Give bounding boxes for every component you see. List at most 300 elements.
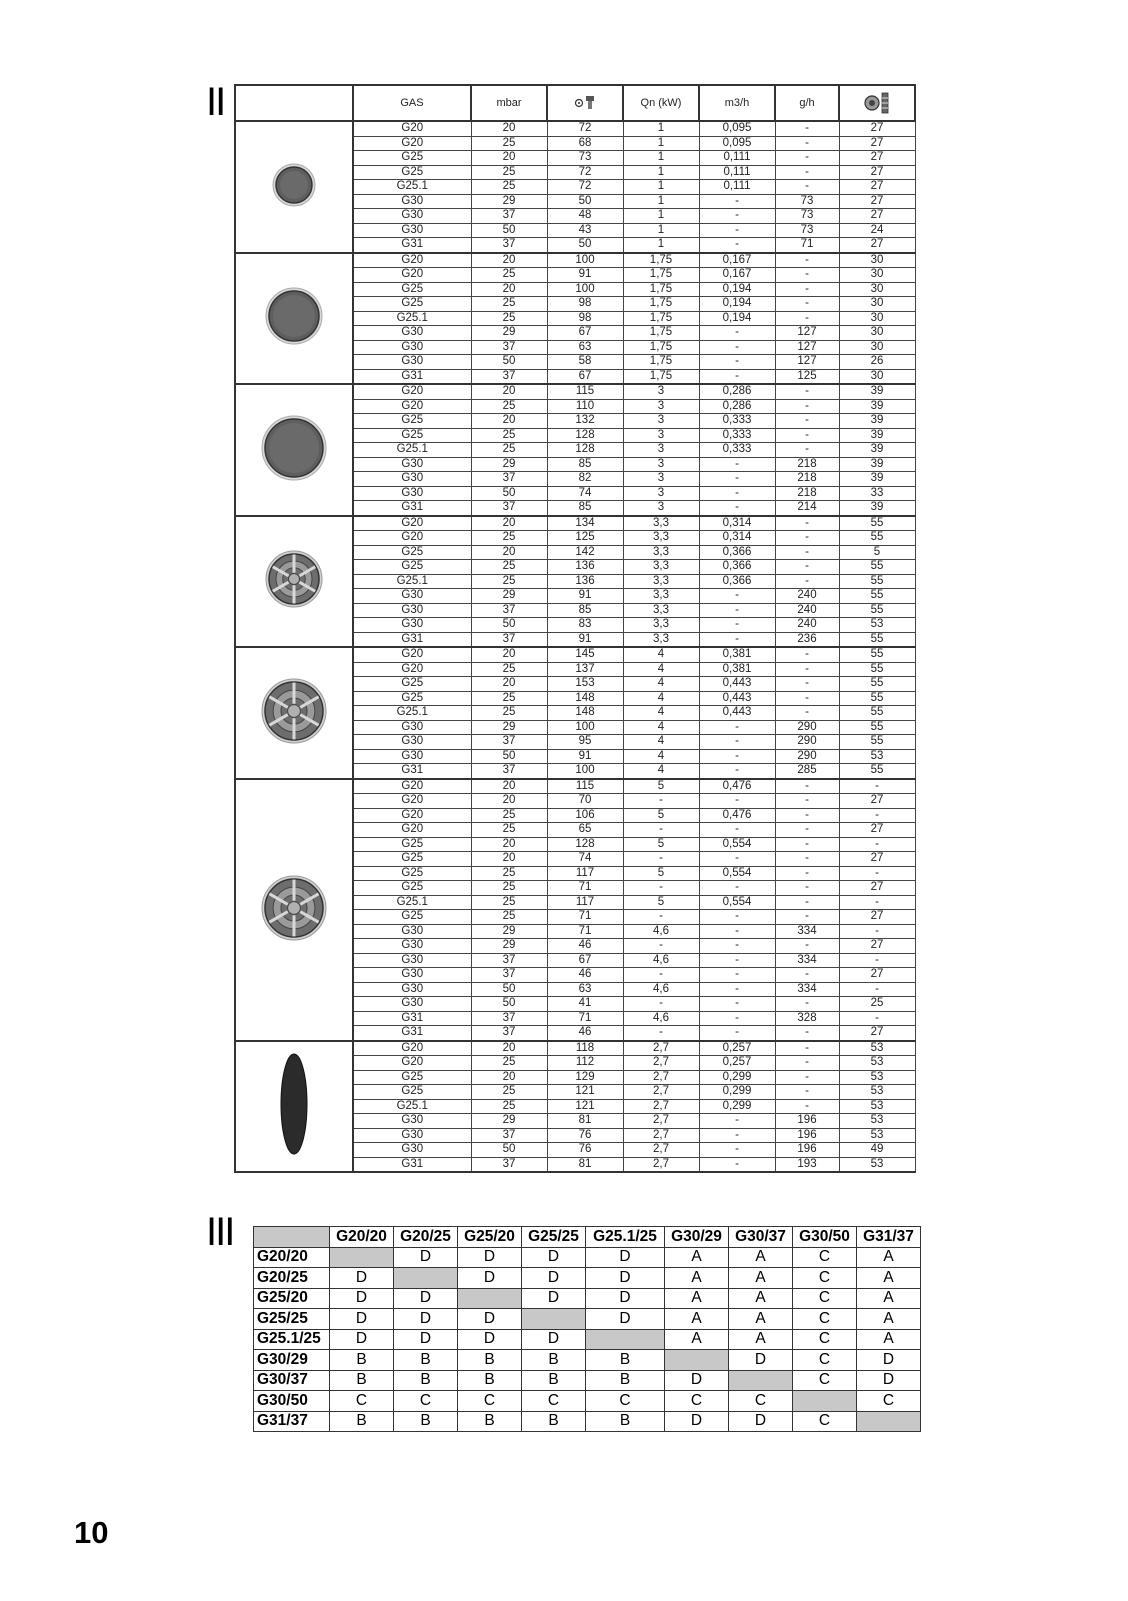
injector-cell: 129 [547, 1070, 623, 1085]
qn-cell: 1 [623, 180, 699, 195]
injector-cell: 128 [547, 428, 623, 443]
bypass-cell: 27 [839, 823, 915, 838]
m3h-cell: - [699, 472, 775, 487]
bypass-cell: 30 [839, 326, 915, 341]
gh-cell: - [775, 1026, 839, 1041]
gas-cell: G20 [353, 647, 471, 662]
injector-header [547, 85, 623, 121]
gas-cell: G30 [353, 1114, 471, 1129]
gas-cell: G25.1 [353, 895, 471, 910]
mbar-cell: 25 [471, 268, 547, 283]
mbar-cell: 25 [471, 910, 547, 925]
gh-cell: - [775, 968, 839, 983]
gh-cell: - [775, 647, 839, 662]
mbar-cell: 20 [471, 151, 547, 166]
conversion-cell: C [793, 1247, 857, 1268]
bypass-cell: 27 [839, 180, 915, 195]
table-header-row [235, 85, 915, 121]
conversion-cell [729, 1370, 793, 1391]
semi-rapid-burner-icon [254, 276, 334, 356]
conversion-cell: A [665, 1288, 729, 1309]
mbar-cell: 25 [471, 574, 547, 589]
qn-cell: 1,75 [623, 355, 699, 370]
qn-cell: 3 [623, 457, 699, 472]
conversion-cell: B [522, 1370, 586, 1391]
injector-cell: 65 [547, 823, 623, 838]
mbar-cell: 25 [471, 895, 547, 910]
gh-cell: 285 [775, 764, 839, 779]
injector-cell: 74 [547, 486, 623, 501]
mbar-cell: 25 [471, 399, 547, 414]
bypass-cell: 25 [839, 997, 915, 1012]
injector-cell: 98 [547, 297, 623, 312]
mbar-cell: 25 [471, 1085, 547, 1100]
injector-cell: 98 [547, 311, 623, 326]
mbar-cell: 20 [471, 282, 547, 297]
gh-cell: - [775, 939, 839, 954]
injector-cell: 50 [547, 238, 623, 253]
gas-cell: G30 [353, 618, 471, 633]
m3h-cell: 0,443 [699, 691, 775, 706]
conversion-cell [522, 1309, 586, 1330]
injector-cell: 74 [547, 852, 623, 867]
conversion-cell: D [586, 1268, 665, 1289]
gas-cell: G30 [353, 1128, 471, 1143]
bypass-cell: - [839, 866, 915, 881]
row-header: G20/20 [254, 1247, 330, 1268]
m3h-cell: 0,111 [699, 165, 775, 180]
mbar-cell: 37 [471, 968, 547, 983]
qn-cell: 1 [623, 238, 699, 253]
m3h-cell: 0,286 [699, 384, 775, 399]
m3h-cell: 0,194 [699, 297, 775, 312]
conversion-cell: D [330, 1288, 394, 1309]
injector-cell: 68 [547, 136, 623, 151]
gh-cell: 290 [775, 735, 839, 750]
column-header: G25.1/25 [586, 1227, 665, 1248]
mbar-cell: 37 [471, 501, 547, 516]
bypass-cell: - [839, 895, 915, 910]
mbar-cell: 29 [471, 720, 547, 735]
gh-cell: 328 [775, 1011, 839, 1026]
qn-cell: 2,7 [623, 1128, 699, 1143]
conversion-cell: D [586, 1288, 665, 1309]
qn-cell: 4 [623, 691, 699, 706]
gas-cell: G25 [353, 910, 471, 925]
gh-cell: 240 [775, 603, 839, 618]
m3h-cell: 0,314 [699, 516, 775, 531]
row-header: G31/37 [254, 1411, 330, 1432]
m3h-cell: - [699, 457, 775, 472]
qn-cell: 4 [623, 647, 699, 662]
m3h-cell: - [699, 194, 775, 209]
conversion-cell: B [586, 1411, 665, 1432]
bypass-cell: 24 [839, 223, 915, 238]
gas-cell: G30 [353, 749, 471, 764]
gas-cell: G30 [353, 924, 471, 939]
mbar-cell: 25 [471, 823, 547, 838]
fish-burner-icon [254, 1049, 334, 1159]
mbar-cell: 25 [471, 136, 547, 151]
bypass-cell: 27 [839, 939, 915, 954]
gh-cell: - [775, 574, 839, 589]
gh-cell: - [775, 895, 839, 910]
mbar-cell: 20 [471, 837, 547, 852]
gh-cell: - [775, 1070, 839, 1085]
bypass-cell: 39 [839, 472, 915, 487]
gas-cell: G25 [353, 1070, 471, 1085]
conversion-cell: B [586, 1370, 665, 1391]
injector-cell: 81 [547, 1114, 623, 1129]
conversion-cell: D [330, 1268, 394, 1289]
gh-cell: - [775, 881, 839, 896]
burner-cell [235, 253, 353, 385]
m3h-cell: - [699, 764, 775, 779]
m3h-cell: 0,111 [699, 180, 775, 195]
qn-cell: - [623, 939, 699, 954]
qn-cell: 4,6 [623, 924, 699, 939]
gh-cell: - [775, 443, 839, 458]
qn-cell: 3 [623, 384, 699, 399]
m3h-cell: - [699, 355, 775, 370]
injector-cell: 63 [547, 982, 623, 997]
gas-cell: G25.1 [353, 180, 471, 195]
conversion-cell: B [394, 1370, 458, 1391]
injector-cell: 71 [547, 881, 623, 896]
gh-cell: 240 [775, 589, 839, 604]
gh-cell: - [775, 545, 839, 560]
conversion-cell: D [522, 1268, 586, 1289]
gh-cell: - [775, 1041, 839, 1056]
row-header: G30/50 [254, 1391, 330, 1412]
injector-cell: 91 [547, 749, 623, 764]
injector-icon [574, 95, 596, 111]
bypass-cell: 27 [839, 194, 915, 209]
gh-cell: 334 [775, 953, 839, 968]
injector-cell: 43 [547, 223, 623, 238]
gas-cell: G25 [353, 560, 471, 575]
table-row [254, 1370, 921, 1391]
injector-cell: 132 [547, 414, 623, 429]
row-header: G25/25 [254, 1309, 330, 1330]
mbar-cell: 37 [471, 340, 547, 355]
table-row [254, 1329, 921, 1350]
bypass-cell: 39 [839, 384, 915, 399]
gas-cell: G25.1 [353, 574, 471, 589]
mbar-cell: 50 [471, 618, 547, 633]
conversion-cell: C [330, 1391, 394, 1412]
bypass-cell: 55 [839, 677, 915, 692]
qn-cell: 3,3 [623, 545, 699, 560]
gas-cell: G31 [353, 632, 471, 647]
m3h-cell: 0,167 [699, 253, 775, 268]
bypass-cell: - [839, 837, 915, 852]
conversion-cell: B [330, 1350, 394, 1371]
conversion-cell: D [586, 1247, 665, 1268]
m3h-cell: - [699, 735, 775, 750]
gas-cell: G20 [353, 662, 471, 677]
bypass-cell: 55 [839, 706, 915, 721]
m3h-cell: 0,443 [699, 677, 775, 692]
gas-cell: G25 [353, 852, 471, 867]
gh-cell: - [775, 1085, 839, 1100]
burner-gas-table [234, 84, 916, 1173]
bypass-cell: 27 [839, 209, 915, 224]
column-header: G30/29 [665, 1227, 729, 1248]
gas-cell: G20 [353, 253, 471, 268]
gh-cell: - [775, 268, 839, 283]
conversion-cell: D [586, 1309, 665, 1330]
gh-cell: - [775, 165, 839, 180]
mbar-cell: 29 [471, 457, 547, 472]
conversion-cell: D [665, 1370, 729, 1391]
gh-cell: - [775, 297, 839, 312]
bypass-cell: 49 [839, 1143, 915, 1158]
qn-cell: 1 [623, 194, 699, 209]
injector-cell: 72 [547, 121, 623, 136]
mbar-header: mbar [471, 85, 547, 121]
mbar-cell: 25 [471, 165, 547, 180]
gas-cell: G30 [353, 968, 471, 983]
mbar-cell: 25 [471, 560, 547, 575]
mbar-cell: 25 [471, 443, 547, 458]
mbar-cell: 37 [471, 1026, 547, 1041]
mbar-cell: 37 [471, 735, 547, 750]
injector-cell: 76 [547, 1143, 623, 1158]
gas-cell: G25 [353, 1085, 471, 1100]
column-header: G20/20 [330, 1227, 394, 1248]
bypass-cell: 27 [839, 794, 915, 809]
conversion-cell: D [857, 1350, 921, 1371]
conversion-cell: D [394, 1309, 458, 1330]
mbar-cell: 50 [471, 486, 547, 501]
injector-cell: 91 [547, 589, 623, 604]
injector-cell: 85 [547, 603, 623, 618]
gas-cell: G25 [353, 414, 471, 429]
rapid-burner-icon [254, 408, 334, 488]
m3h-cell: - [699, 209, 775, 224]
m3h-cell: - [699, 326, 775, 341]
gh-cell: - [775, 1099, 839, 1114]
conversion-cell: A [857, 1247, 921, 1268]
gh-cell: 290 [775, 749, 839, 764]
gh-cell: - [775, 706, 839, 721]
conversion-cell: D [330, 1329, 394, 1350]
bypass-cell: 53 [839, 1070, 915, 1085]
injector-cell: 81 [547, 1157, 623, 1172]
bypass-cell: 30 [839, 311, 915, 326]
qn-cell: - [623, 997, 699, 1012]
table-row [235, 1041, 915, 1056]
mbar-cell: 25 [471, 706, 547, 721]
mbar-cell: 29 [471, 924, 547, 939]
table-row [254, 1247, 921, 1268]
qn-cell: 1,75 [623, 268, 699, 283]
injector-cell: 110 [547, 399, 623, 414]
table-row [254, 1350, 921, 1371]
qn-cell: 2,7 [623, 1143, 699, 1158]
conversion-cell [394, 1268, 458, 1289]
gh-cell: 125 [775, 369, 839, 384]
injector-cell: 125 [547, 531, 623, 546]
bypass-cell: 53 [839, 749, 915, 764]
mbar-cell: 20 [471, 545, 547, 560]
mbar-cell: 25 [471, 1099, 547, 1114]
m3h-cell: - [699, 1011, 775, 1026]
column-header: G31/37 [857, 1227, 921, 1248]
m3h-cell: - [699, 1143, 775, 1158]
m3h-cell: 0,167 [699, 268, 775, 283]
injector-cell: 115 [547, 384, 623, 399]
conversion-cell: B [458, 1350, 522, 1371]
table-row [254, 1411, 921, 1432]
conversion-cell: C [793, 1350, 857, 1371]
m3h-cell: - [699, 486, 775, 501]
mbar-cell: 29 [471, 1114, 547, 1129]
bypass-cell: 55 [839, 574, 915, 589]
mbar-cell: 25 [471, 311, 547, 326]
m3h-cell: - [699, 340, 775, 355]
gas-cell: G30 [353, 209, 471, 224]
m3h-cell: - [699, 968, 775, 983]
mbar-cell: 37 [471, 1157, 547, 1172]
qn-cell: 3,3 [623, 516, 699, 531]
conversion-cell: A [857, 1329, 921, 1350]
gh-cell: - [775, 560, 839, 575]
mbar-cell: 20 [471, 414, 547, 429]
m3h-cell: - [699, 852, 775, 867]
injector-cell: 137 [547, 662, 623, 677]
injector-cell: 58 [547, 355, 623, 370]
injector-cell: 100 [547, 764, 623, 779]
qn-cell: - [623, 794, 699, 809]
mbar-cell: 25 [471, 808, 547, 823]
qn-cell: 5 [623, 895, 699, 910]
gh-cell: - [775, 677, 839, 692]
bypass-cell: 27 [839, 881, 915, 896]
mbar-cell: 29 [471, 194, 547, 209]
gas-cell: G20 [353, 794, 471, 809]
gas-cell: G20 [353, 399, 471, 414]
bypass-cell: 30 [839, 297, 915, 312]
conversion-cell: B [522, 1411, 586, 1432]
m3h-cell: 0,194 [699, 311, 775, 326]
gas-cell: G30 [353, 982, 471, 997]
gas-cell: G25 [353, 297, 471, 312]
bypass-header [839, 85, 915, 121]
injector-cell: 41 [547, 997, 623, 1012]
gas-cell: G25 [353, 691, 471, 706]
m3h-cell: - [699, 982, 775, 997]
qn-cell: 3 [623, 399, 699, 414]
injector-cell: 100 [547, 720, 623, 735]
gas-cell: G20 [353, 531, 471, 546]
gas-cell: G20 [353, 808, 471, 823]
bypass-cell: 53 [839, 1128, 915, 1143]
gas-cell: G25.1 [353, 443, 471, 458]
gh-cell: - [775, 823, 839, 838]
gh-cell: 73 [775, 223, 839, 238]
qn-cell: - [623, 852, 699, 867]
table-row [235, 121, 915, 136]
m3h-cell: - [699, 1128, 775, 1143]
m3h-cell: 0,333 [699, 443, 775, 458]
triple-ring-burner-large-icon [254, 868, 334, 948]
row-header: G25/20 [254, 1288, 330, 1309]
mbar-cell: 37 [471, 764, 547, 779]
injector-cell: 136 [547, 560, 623, 575]
gas-cell: G30 [353, 1143, 471, 1158]
conversion-cell: A [665, 1247, 729, 1268]
m3h-cell: 0,299 [699, 1085, 775, 1100]
table-row [235, 647, 915, 662]
gas-cell: G30 [353, 939, 471, 954]
gh-cell: 218 [775, 457, 839, 472]
m3h-cell: - [699, 238, 775, 253]
gh-cell: 240 [775, 618, 839, 633]
qn-cell: 3 [623, 501, 699, 516]
qn-cell: 1,75 [623, 253, 699, 268]
conversion-cell: D [458, 1329, 522, 1350]
injector-cell: 73 [547, 151, 623, 166]
page-number: 10 [74, 1515, 109, 1550]
injector-cell: 121 [547, 1085, 623, 1100]
qn-cell: 5 [623, 808, 699, 823]
qn-cell: 3 [623, 443, 699, 458]
qn-cell: 5 [623, 866, 699, 881]
conversion-cell: C [793, 1288, 857, 1309]
qn-cell: 1,75 [623, 369, 699, 384]
gas-cell: G20 [353, 1056, 471, 1071]
gas-cell: G25 [353, 428, 471, 443]
qn-cell: 4,6 [623, 982, 699, 997]
m3h-cell: - [699, 1114, 775, 1129]
m3h-cell: - [699, 1026, 775, 1041]
m3h-cell: - [699, 618, 775, 633]
gh-cell: - [775, 531, 839, 546]
gas-cell: G25 [353, 545, 471, 560]
bypass-cell: 5 [839, 545, 915, 560]
bypass-cell: - [839, 1011, 915, 1026]
qn-header: Qn (kW) [623, 85, 699, 121]
bypass-cell: 39 [839, 457, 915, 472]
column-header: G25/20 [458, 1227, 522, 1248]
gas-cell: G30 [353, 472, 471, 487]
bypass-screw-icon [862, 91, 892, 115]
conversion-cell: C [458, 1391, 522, 1412]
conversion-cell: A [857, 1309, 921, 1330]
injector-cell: 148 [547, 691, 623, 706]
conversion-cell: D [458, 1247, 522, 1268]
conversion-cell [665, 1350, 729, 1371]
gh-cell: 236 [775, 632, 839, 647]
m3h-cell: 0,554 [699, 866, 775, 881]
injector-cell: 71 [547, 924, 623, 939]
bypass-cell: 55 [839, 720, 915, 735]
bypass-cell: 26 [839, 355, 915, 370]
injector-cell: 67 [547, 953, 623, 968]
m3h-cell: 0,314 [699, 531, 775, 546]
injector-cell: 72 [547, 165, 623, 180]
table-row [235, 384, 915, 399]
gas-cell: G25 [353, 151, 471, 166]
gas-conversion-table [253, 1226, 921, 1432]
qn-cell: - [623, 823, 699, 838]
bypass-cell: 30 [839, 282, 915, 297]
injector-cell: 85 [547, 457, 623, 472]
m3h-cell: 0,381 [699, 647, 775, 662]
injector-cell: 76 [547, 1128, 623, 1143]
